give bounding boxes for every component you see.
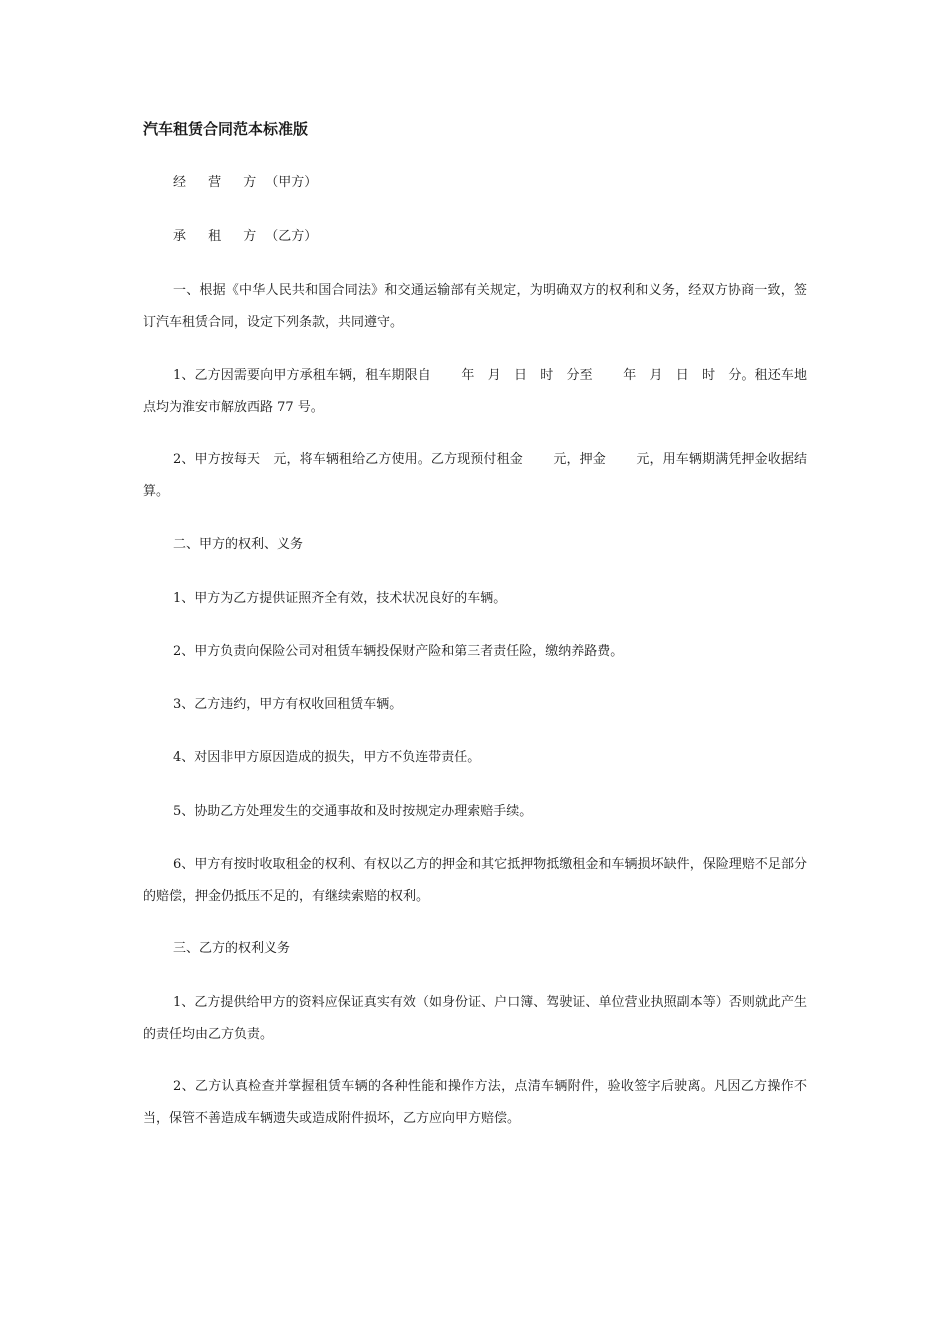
lessee-line	[143, 221, 807, 253]
operator-suffix: （甲方）	[265, 175, 318, 190]
lessee-label: 承 租 方	[173, 229, 266, 244]
party-a-item-3: 3、乙方违约，甲方有权收回租赁车辆。	[173, 697, 403, 712]
party-a-item-4: 4、对因非甲方原因造成的损失，甲方不负连带责任。	[173, 750, 481, 765]
party-b-item-2: 2、乙方认真检查并掌握租赁车辆的各种性能和操作方法，点清车辆附件，验收签字后驶离。凡因乙方操作不当，保管不善造成车辆遗失或造成附件损坏，乙方应向甲方赔偿。	[143, 1079, 807, 1126]
party-a-item-1: 1、甲方为乙方提供证照齐全有效，技术状况良好的车辆。	[173, 591, 507, 606]
paragraph-2-rent-deposit: 2、甲方按每天 元，将车辆租给乙方使用。乙方现预付租金 元，押金 元，用车辆期满凭押金收据结算。	[143, 452, 807, 499]
operator-line	[143, 167, 807, 199]
section-heading-party-b: 三、乙方的权利义务	[173, 941, 291, 956]
party-a-item-5: 5、协助乙方处理发生的交通事故和及时按规定办理索赔手续。	[173, 804, 533, 819]
party-a-item-6: 6、甲方有按时收取租金的权利、有权以乙方的押金和其它抵押物抵缴租金和车辆损坏缺件，保险理赔不足部分的赔偿，押金仍抵压不足的，有继续索赔的权利。	[143, 857, 807, 904]
paragraph-1-rental-period: 1、乙方因需要向甲方承租车辆，租车期限自 年 月 日 时 分至 年 月 日 时 分。租还车地点均为淮安市解放西路 77 号。	[143, 368, 807, 415]
operator-label: 经 营 方	[173, 175, 266, 190]
paragraph-intro: 一、根据《中华人民共和国合同法》和交通运输部有关规定，为明确双方的权利和义务，经双方协商一致，签订汽车租赁合同，设定下列条款，共同遵守。	[143, 283, 807, 330]
section-heading-party-a: 二、甲方的权利、义务	[173, 537, 304, 552]
lessee-suffix: （乙方）	[265, 229, 318, 244]
document-title: 汽车租赁合同范本标准版	[143, 120, 309, 138]
party-b-item-1: 1、乙方提供给甲方的资料应保证真实有效（如身份证、户口簿、驾驶证、单位营业执照副本等）否则就此产生的责任均由乙方负责。	[143, 995, 807, 1042]
party-a-item-2: 2、甲方负责向保险公司对租赁车辆投保财产险和第三者责任险，缴纳养路费。	[173, 644, 624, 659]
